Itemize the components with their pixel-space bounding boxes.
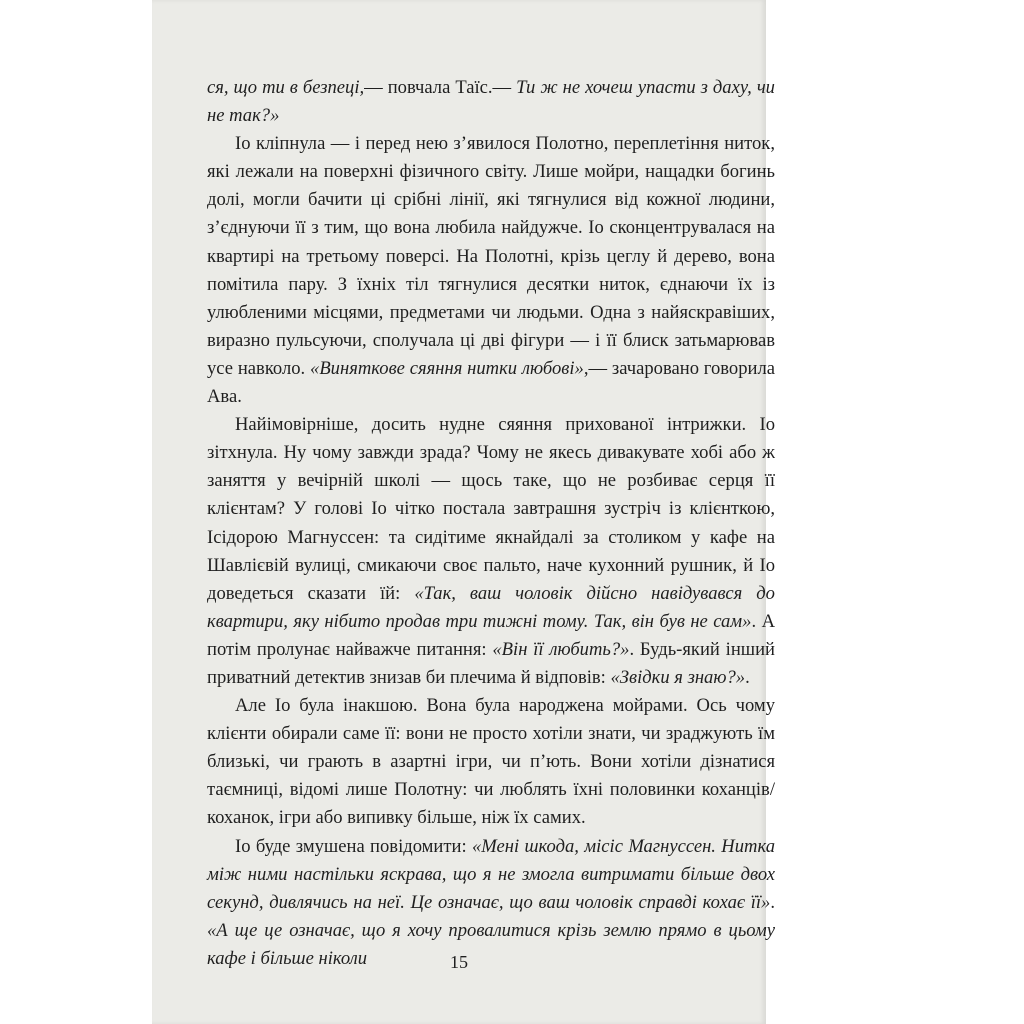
text-segment: .	[770, 891, 775, 913]
text-segment: — повчала Таїс.—	[364, 77, 517, 98]
text-segment: ,— зачаровано говорила Ава.	[207, 357, 775, 408]
text-segment: Іо кліпнула — і перед нею з’явилося Полотно, переплетіння ниток, які лежали на поверхні фізичного світу. Лише мойри, нащадки богинь долі, могли бачити ці срібні лінії, які тягнулися від кожної людини, з’єднуючи її з тим, що вона любила найдужче. Іо сконцентрувалася на квартирі на третьому поверсі. На Полотні, крізь цеглу й дерево, вона помітила пару. З їхніх тіл тягнулися десятки ниток, єднаючи їх із улюбленими місцями, предметами чи людьми. Одна з найяскравіших, виразно пульсуючи, сполучала ці дві фігури — і її блиск затьмарював усе навколо.	[207, 133, 775, 379]
italic-text-segment: «Мені шкода, місіс Магнуссен. Нитка між ними настільки яскрава, що я не змогла витримати більше двох секунд, дивлячись на неї. Це означає, що ваш чоловік справді кохає її»	[207, 835, 775, 913]
italic-text-segment: ся, що ти в безпеці,	[207, 77, 365, 98]
text-segment: . Будь-який інший приватний детектив знизав би плечима й відповів:	[207, 638, 775, 688]
italic-text-segment: «Виняткове сяяння нитки любові»	[310, 357, 584, 379]
page-number: 15	[450, 952, 468, 972]
text-segment: .	[745, 666, 750, 688]
page-footer	[152, 0, 766, 1024]
italic-text-segment: «Звідки я знаю?»	[610, 666, 746, 688]
italic-text-segment: «Він її любить?»	[492, 638, 630, 660]
text-segment: Але Іо була інакшою. Вона була народжена мойрами. Ось чому клієнти обирали саме її: вони не просто хотіли знати, чи зраджують їм близькі, чи грають в азартні ігри, чи п’ють. Вони хотіли дізнатися таємниці, відомі лише Полотну: чи люблять їхні половинки коханців/коханок, ігри або випивку більше, ніж їх самих.	[207, 695, 775, 829]
text-segment: . А потім пролунає найважче питання:	[207, 610, 775, 660]
italic-text-segment: «Так, ваш чоловік дійсно навідувався до квартири, яку нібито продав три тижні тому. Так, він був не сам»	[207, 582, 775, 632]
italic-text-segment: «А ще це означає, що я хочу провалитися крізь землю прямо в цьому кафе і більше ніколи	[207, 919, 775, 969]
text-segment: Іо буде змушена повідомити:	[235, 835, 472, 857]
text-segment: Найімовірніше, досить нудне сяяння прихованої інтрижки. Іо зітхнула. Ну чому завжди зрада? Чому не якесь дивакувате хобі або ж заняття у вечірній школі — щось таке, що не розбиває серця її клієнтам? У голові Іо чітко постала завтрашня зустріч із клієнткою, Ісідорою Магнуссен: та сидітиме якнайдалі за столиком у кафе на Шавлієвій вулиці, смикаючи своє пальто, наче кухонний рушник, й Іо доведеться сказати їй:	[207, 414, 775, 604]
italic-text-segment: Ти ж не хочеш упасти з даху, чи не так?»	[207, 77, 775, 127]
